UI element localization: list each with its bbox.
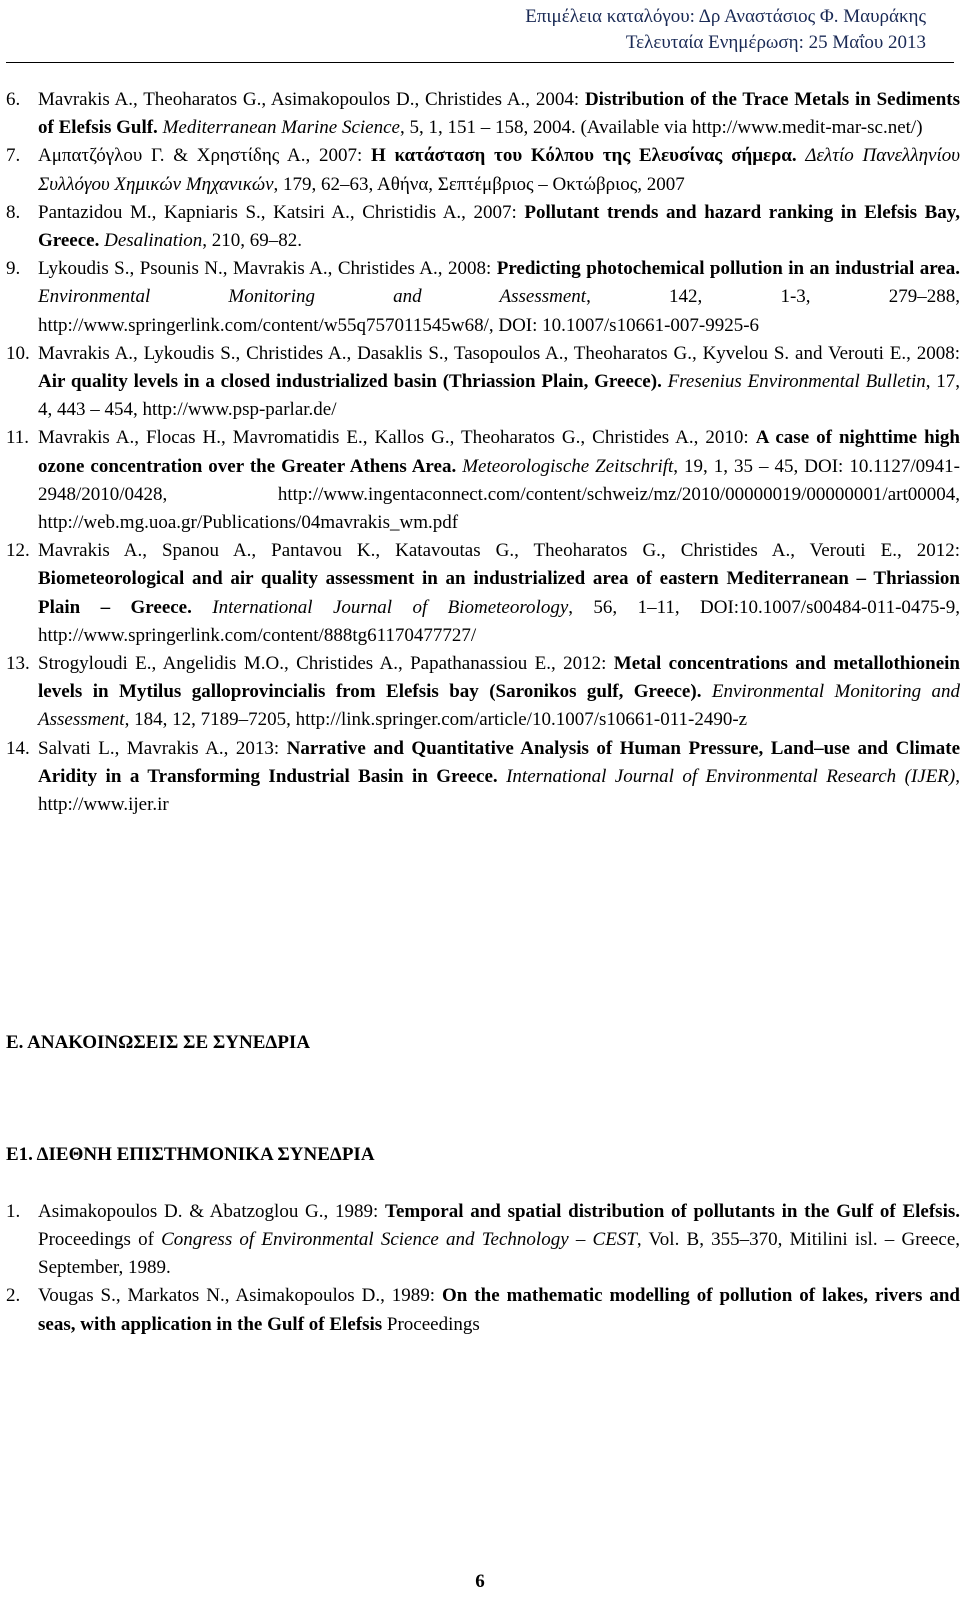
conference-proceedings: Congress of Environmental Science and Technology – CEST xyxy=(161,1228,637,1250)
document-body xyxy=(0,86,960,1339)
reference-number: 9. xyxy=(6,258,21,280)
reference-details: , 210, 69–82. xyxy=(202,230,303,252)
page-number: 6 xyxy=(475,1571,485,1592)
header-editor-line: Επιμέλεια καταλόγου: Δρ Αναστάσιος Φ. Μαυράκης xyxy=(525,6,926,27)
reference-details: , 5, 1, 151 – 158, 2004. (Available via http://www.medit-mar-sc.net/) xyxy=(399,117,923,139)
reference-item xyxy=(0,199,960,255)
reference-details: , 56, 1–11, DOI:10.1007/s00484-011-0475-9, http://www.springerlink.com/content/888tg61170477727/ xyxy=(38,596,960,646)
conference-details: , Vol. B, 355–370, Mitilini isl. – Greece, September, 1989. xyxy=(38,1228,960,1279)
reference-title: Pollutant trends and hazard ranking in Elefsis Bay, Greece. xyxy=(38,201,960,252)
reference-item xyxy=(0,142,960,198)
reference-item xyxy=(0,255,960,340)
reference-authors: Mavrakis A., Theoharatos G., Asimakopoulos D., Christides A., 2004: xyxy=(38,89,580,110)
reference-details: , 184, 12, 7189–7205, http://link.springer.com/article/10.1007/s10661-011-2490-z xyxy=(124,709,748,731)
conference-item xyxy=(0,1282,960,1338)
reference-item xyxy=(0,86,960,142)
reference-title: Η κατάσταση του Κόλπου της Ελευσίνας σήμερα. xyxy=(371,145,797,167)
conference-pre: Proceedings xyxy=(386,1313,480,1335)
reference-authors: Mavrakis A., Spanou A., Pantavou K., Katavoutas G., Theoharatos G., Christides A., Verouti E., 2012: xyxy=(38,540,960,562)
reference-journal: Environmental Monitoring and Assessment xyxy=(38,681,960,731)
reference-number: 6. xyxy=(6,89,21,110)
reference-authors: Αμπατζόγλου Γ. & Χρηστίδης Α., 2007: xyxy=(38,145,363,167)
reference-details: , 142, 1-3, 279–288, http://www.springerlink.com/content/w55q757011545w68/, DOI: 10.1007/s10661-007-9925-6 xyxy=(38,286,960,336)
reference-title: A case of nighttime high ozone concentration over the Greater Athens Area. xyxy=(38,427,960,477)
reference-authors: Salvati L., Mavrakis A., 2013: xyxy=(38,737,280,759)
reference-details: , 17, 4, 443 – 454, http://www.psp-parlar.de/ xyxy=(38,371,960,421)
reference-journal: International Journal of Environmental Research (IJER) xyxy=(506,765,956,787)
reference-journal: Meteorologische Zeitschrift xyxy=(462,455,674,477)
reference-details: , 19, 1, 35 – 45, DOI: 10.1127/0941-2948/2010/0428, http://www.ingentaconnect.com/content/schweiz/mz/2010/00000019/00000001/art00004, http://web.mg.uoa.gr/Publications/04mavrakis_wm.pdf xyxy=(38,455,960,534)
reference-journal: Desalination xyxy=(104,230,203,252)
reference-journal: Environmental Monitoring and Assessment xyxy=(38,286,587,308)
conference-title: On the mathematic modelling of pollution of lakes, rivers and seas, with application in the Gulf of Elefsis xyxy=(38,1285,960,1335)
conference-pre: Proceedings of xyxy=(38,1228,154,1250)
section-heading: Ε. ΑΝΑΚΟΙΝΩΣΕΙΣ ΣΕ ΣΥΝΕΔΡΙΑ xyxy=(6,1032,311,1054)
reference-title: Distribution of the Trace Metals in Sediments of Elefsis Gulf. xyxy=(38,89,960,139)
reference-journal: International Journal of Biometeorology xyxy=(212,596,569,618)
reference-number: 13. xyxy=(6,653,30,675)
reference-details: , http://www.ijer.ir xyxy=(38,765,960,816)
reference-authors: Mavrakis A., Lykoudis S., Christides A., Dasaklis S., Tasopoulos A., Theoharatos G., Kyvelou S. and Verouti E., 2008: xyxy=(38,342,960,364)
reference-details: , 179, 62–63, Αθήνα, Σεπτέμβριος – Οκτώβριος, 2007 xyxy=(273,173,685,195)
header-rule xyxy=(6,62,954,63)
reference-number: 14. xyxy=(6,737,30,759)
reference-item xyxy=(0,650,960,735)
reference-item xyxy=(0,340,960,425)
conference-number: 2. xyxy=(6,1285,21,1307)
conference-number: 1. xyxy=(6,1200,21,1222)
spacer xyxy=(0,1057,960,1141)
reference-authors: Pantazidou M., Kapniaris S., Katsiri A., Christidis A., 2007: xyxy=(38,201,517,223)
spacer xyxy=(0,819,960,1029)
page-header xyxy=(0,0,960,60)
reference-item xyxy=(0,537,960,650)
conference-title: Temporal and spatial distribution of pollutants in the Gulf of Elefsis. xyxy=(385,1200,960,1222)
conference-authors: Vougas S., Markatos N., Asimakopoulos D., 1989: xyxy=(38,1285,436,1307)
reference-title: Narrative and Quantitative Analysis of Human Pressure, Land–use and Climate Aridity in a Transforming Industrial Basin in Greece. xyxy=(38,737,960,787)
conference-item xyxy=(0,1198,960,1283)
reference-title: Air quality levels in a closed industrialized basin (Thriassion Plain, Greece). xyxy=(38,371,662,393)
reference-item xyxy=(0,424,960,537)
reference-number: 12. xyxy=(6,540,30,562)
spacer xyxy=(0,1170,960,1198)
reference-journal: Mediterranean Marine Science xyxy=(162,117,400,139)
header-update-line: Τελευταία Ενημέρωση: 25 Μαΐου 2013 xyxy=(625,32,926,53)
reference-item xyxy=(0,735,960,820)
reference-authors: Mavrakis A., Flocas H., Mavromatidis E., Kallos G., Theoharatos G., Christides A., 2010: xyxy=(38,427,749,449)
reference-title: Predicting photochemical pollution in an industrial area. xyxy=(496,258,960,280)
reference-title: Metal concentrations and metallothionein levels in Mytilus galloprovincialis from Elefsis bay (Saronikos gulf, Greece). xyxy=(38,653,960,703)
reference-journal: Fresenius Environmental Bulletin xyxy=(667,371,926,393)
subsection-heading: Ε1. ΔΙΕΘΝΗ ΕΠΙΣΤΗΜΟΝΙΚΑ ΣΥΝΕΔΡΙΑ xyxy=(6,1144,375,1166)
reference-authors: Strogyloudi E., Angelidis M.O., Christides A., Papathanassiou E., 2012: xyxy=(38,653,607,675)
reference-number: 10. xyxy=(6,342,30,364)
conference-authors: Asimakopoulos D. & Abatzoglou G., 1989: xyxy=(38,1200,379,1222)
reference-title: Biometeorological and air quality assessment in an industrialized area of eastern Mediterranean – Thriassion Plain – Greece. xyxy=(38,568,960,618)
reference-number: 8. xyxy=(6,201,21,223)
reference-authors: Lykoudis S., Psounis N., Mavrakis A., Christides A., 2008: xyxy=(38,258,492,280)
reference-journal: Δελτίο Πανελληνίου Συλλόγου Χημικών Μηχανικών xyxy=(38,145,960,195)
reference-number: 11. xyxy=(6,427,30,449)
reference-number: 7. xyxy=(6,145,21,167)
